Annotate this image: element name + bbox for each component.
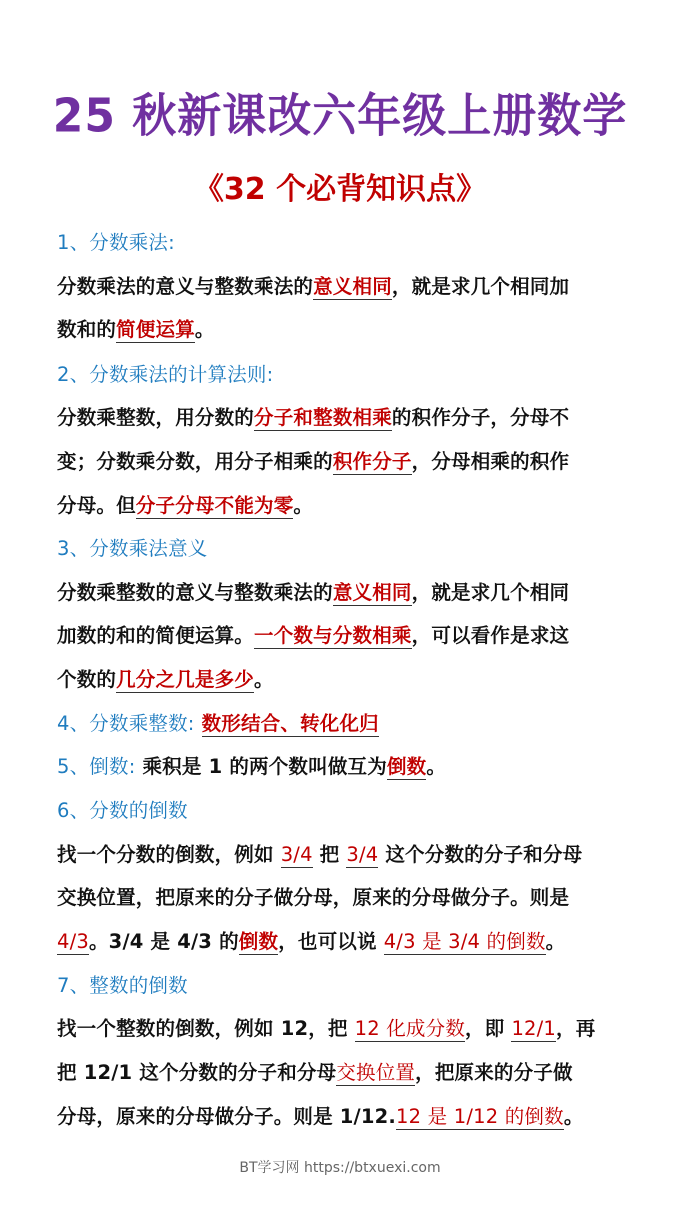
body-line: [57, 666, 627, 694]
text: 。: [545, 930, 566, 953]
section-heading-5: [57, 753, 627, 781]
text: 分母，原来的分母做分子。则是 1/12.: [57, 1105, 397, 1128]
text: 个数的: [57, 668, 117, 691]
body-line: [57, 492, 627, 520]
highlight-text: 12 化成分数: [354, 1017, 466, 1040]
highlight-text: 简便运算: [116, 318, 195, 341]
body-line: [57, 448, 627, 476]
section-heading-4: [57, 710, 627, 738]
body-line: [57, 1103, 627, 1131]
text: ，即: [465, 1017, 512, 1040]
highlight-text: 分子分母不能为零: [135, 494, 294, 517]
highlight-text: 12 是 1/12 的倒数: [396, 1105, 564, 1128]
heading-text: 7、整数的倒数: [57, 974, 188, 997]
body-line: [57, 273, 627, 301]
text: 分数乘整数，用分数的: [57, 406, 255, 429]
text: 。: [254, 668, 274, 691]
highlight-text: 倒数: [386, 755, 427, 778]
highlight-text: 分子和整数相乘: [254, 406, 392, 429]
heading-text: 3、分数乘法意义: [57, 537, 208, 560]
highlight-text: 一个数与分数相乘: [254, 624, 412, 647]
section-heading-1: [57, 229, 627, 257]
highlight-text: 交换位置: [336, 1061, 416, 1084]
highlight-text: 3/4: [346, 843, 379, 866]
body-line: [57, 622, 627, 650]
body-line: [57, 928, 627, 956]
text: 。: [426, 755, 447, 778]
text: ，就是求几个相同加: [391, 275, 570, 298]
text: 。: [194, 318, 215, 341]
body-line: [57, 884, 627, 912]
text: 。: [563, 1105, 584, 1128]
highlight-text: 4/3: [57, 930, 89, 953]
text: 把: [312, 843, 347, 866]
section-heading-7: [57, 972, 627, 1000]
text: 变；分数乘分数，用分子相乘的: [57, 450, 333, 473]
text: ，再: [556, 1017, 596, 1040]
highlight-text: 3/4: [280, 843, 313, 866]
section-heading-6: [57, 797, 627, 825]
text: ，可以看作是求这: [411, 624, 570, 647]
heading-text: 5、倒数:: [57, 755, 136, 778]
text: 。3/4 是 4/3 的: [88, 930, 239, 953]
highlight-text: 积作分子: [332, 450, 412, 473]
text: 加数的和的简便运算。: [57, 624, 255, 647]
page-subtitle: 《32 个必背知识点》: [193, 172, 487, 207]
highlight-text: 几分之几是多少: [116, 668, 255, 691]
highlight-text: 意义相同: [332, 581, 412, 604]
body-line: [57, 1015, 627, 1043]
body-line: [57, 404, 627, 432]
text: 找一个分数的倒数，例如: [57, 843, 281, 866]
text: 把 12/1 这个分数的分子和分母: [57, 1061, 337, 1084]
text: 数和的: [57, 318, 117, 341]
body-line: [57, 579, 627, 607]
text: 这个分数的分子和分母: [378, 843, 583, 866]
text: 分数乘整数的意义与整数乘法的: [57, 581, 333, 604]
highlight-text: 倒数: [238, 930, 279, 953]
body-line: [57, 841, 627, 869]
highlight-text: 意义相同: [313, 275, 392, 298]
text: ，也可以说: [278, 930, 384, 953]
heading-text: 2、分数乘法的计算法则:: [57, 363, 274, 386]
heading-text: 1、分数乘法:: [57, 231, 175, 254]
text: ，分母相乘的积作: [411, 450, 570, 473]
section-heading-2: [57, 361, 627, 389]
highlight-text: 4/3 是 3/4 的倒数: [383, 930, 546, 953]
text: 找一个整数的倒数，例如 12，把: [57, 1017, 355, 1040]
text: 分母。但: [57, 494, 136, 517]
text: 交换位置，把原来的分子做分母，原来的分母做分子。则是: [57, 886, 570, 909]
body-line: [57, 1059, 627, 1087]
text: 的积作分子，分母不: [391, 406, 570, 429]
heading-text: 6、分数的倒数: [57, 799, 188, 822]
highlight-text: 数形结合、转化化归: [201, 712, 379, 735]
text: ，就是求几个相同: [411, 581, 570, 604]
text: 乘积是 1 的两个数叫做互为: [142, 755, 387, 778]
page-title: 25 秋新课改六年级上册数学: [52, 89, 628, 144]
text: 。: [293, 494, 314, 517]
highlight-text: 12/1: [511, 1017, 557, 1040]
text: 分数乘法的意义与整数乘法的: [57, 275, 314, 298]
heading-text: 4、分数乘整数:: [57, 712, 195, 735]
body-line: [57, 316, 627, 344]
text: ，把原来的分子做: [415, 1061, 573, 1084]
section-heading-3: [57, 535, 627, 563]
footer-watermark: BT学习网 https://btxuexi.com: [239, 1160, 441, 1176]
